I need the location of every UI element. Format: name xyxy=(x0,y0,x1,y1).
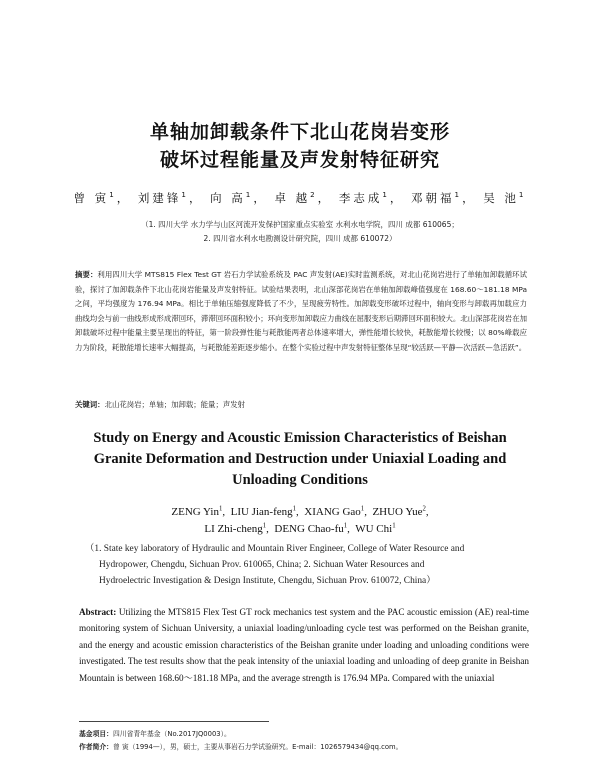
author-affil-mark: 1 xyxy=(454,190,463,200)
author-name: WU Chi xyxy=(355,523,393,535)
chinese-affiliation-line-1: （1. 四川大学 水力学与山区河流开发保护国家重点实验室 水利水电学院，四川 成都 610065； xyxy=(141,220,459,229)
chinese-keywords-text: 北山花岗岩；单轴；加卸载；能量；声发射 xyxy=(104,400,246,409)
english-abstract-label: Abstract: xyxy=(79,607,117,617)
author-affil-mark: 1 xyxy=(360,505,365,513)
footnotes xyxy=(79,728,559,754)
author-affil-mark: 1 xyxy=(262,522,267,530)
author-name: 吴 池 xyxy=(483,191,519,205)
english-authors-line-1: ZENG Yin$^1$, LIU Jian-feng$^1$, XIANG Gao$^1$, ZHUO Yue$^2$, xyxy=(171,505,429,518)
english-abstract xyxy=(79,604,529,686)
english-affiliation-line-2: Hydropower, Chengdu, Sichuan Prov. 610065, China; 2. Sichuan Water Resources and xyxy=(99,560,425,570)
author-affil-mark: 1 xyxy=(518,190,527,200)
english-title-line-2: Granite Deformation and Destruction under Uniaxial Loading and xyxy=(93,451,507,467)
chinese-title-line-2: 破坏过程能量及声发射特征研究 xyxy=(159,149,440,171)
author-name: ZENG Yin xyxy=(171,506,219,518)
author-affil-mark: 1 xyxy=(181,190,189,200)
chinese-abstract-label: 摘要： xyxy=(75,270,98,279)
english-authors-line-2: LI Zhi-cheng$^1$, DENG Chao-$fu^1$, WU Chi$^1$ xyxy=(204,522,396,535)
author-affil-mark: 1 xyxy=(382,190,390,200)
author-name: LI Zhi-cheng xyxy=(204,523,263,535)
chinese-keywords-label: 关键词： xyxy=(75,400,105,409)
english-abstract-text: Utilizing the MTS815 Flex Test GT rock mechanics test system and the PAC acoustic emission (AE) real-time monitoring system of Sichuan University, a uniaxial loading/unloading cycle test was performed on the Beishan granite, and the energy and acoustic emission characteristics of the Beishan granite under loading and unloading conditions were investigated. The test results show that the peak intensity of the uniaxial loading and unloading of deep granite in Beishan Mountain is between 168.60～181.18 MPa, and the average strength is 176.94 MPa. Compared with the uniaxial xyxy=(79,607,530,683)
chinese-affiliation-line-2: 2. 四川省水利水电勘测设计研究院，四川 成都 610072） xyxy=(203,234,397,243)
chinese-affiliations xyxy=(0,218,600,246)
author-affil-mark: 2 xyxy=(310,190,318,200)
author-bio-label: 作者简介： xyxy=(79,743,113,751)
fund-text: 四川省青年基金（No.2017JQ0003）。 xyxy=(112,730,231,738)
author-name: 卓 越 xyxy=(274,191,311,205)
author-name: 刘建锋 xyxy=(137,191,182,205)
chinese-abstract xyxy=(75,268,527,356)
author-name: 李志成 xyxy=(338,191,383,205)
chinese-title-line-1: 单轴加卸载条件下北山花岗岩变形 xyxy=(149,121,450,143)
english-affiliations xyxy=(85,541,545,589)
fund-label: 基金项目： xyxy=(79,730,113,738)
author-bio-text: 曾 寅（1994—），男，硕士，主要从事岩石力学试验研究。E-mail：1026579434@qq.com。 xyxy=(112,743,403,751)
author-affil-mark: 1 xyxy=(392,522,396,530)
author-name: 曾 寅 xyxy=(73,191,110,205)
english-title xyxy=(40,428,560,491)
author-affil-mark: 1 xyxy=(109,190,117,200)
author-name: ZHUO Yue xyxy=(372,506,423,518)
english-title-line-3: Unloading Conditions xyxy=(232,472,368,488)
chinese-keywords xyxy=(75,399,527,410)
english-title-line-1: Study on Energy and Acoustic Emission Characteristics of Beishan xyxy=(93,430,507,446)
footnote-divider xyxy=(79,721,269,722)
author-name: XIANG Gao xyxy=(304,506,361,518)
author-affil-mark: 1 xyxy=(292,505,297,513)
author-bio-footnote xyxy=(79,741,559,754)
author-affil-mark: 1 xyxy=(245,190,254,200)
chinese-authors: 曾 寅$^1$， 刘建锋$^1$， 向 高$^1$， 卓 越$^2$， 李志成$^1$， 邓朝福$^1$， 吴 池$^1$ xyxy=(73,190,527,205)
author-affil-mark: 1 xyxy=(218,505,223,513)
english-affiliation-line-1: （1. State key laboratory of Hydraulic and Mountain River Engineer, College of Water Resource and xyxy=(85,544,465,554)
author-affil-mark: 2 xyxy=(422,505,426,513)
author-name: 向 高 xyxy=(210,191,246,205)
author-name: 邓朝福 xyxy=(411,191,455,205)
author-name: LIU Jian-feng xyxy=(230,506,293,518)
chinese-title xyxy=(0,118,600,174)
chinese-abstract-text: 利用四川大学 MTS815 Flex Test GT 岩石力学试验系统及 PAC 声发射(AE)实时监测系统，对北山花岗岩进行了单轴加卸载循环试验，探讨了加卸载条件下北山花岗岩能量及声发射特征。试验结果表明，北山深部花岗岩在单轴加卸载峰值强度在 168.60～181.18 MPa 之间，平均强度为 176.94 MPa。相比于单轴压缩强度降低了不少，呈现疲劳特性。加卸载变形破坏过程中，轴向变形与卸载再加载应力曲线均会与前一曲线形成形成滞回环，滞滞回环面积较小；环向变形加卸载应力曲线在屈服变形后期滞回环面积较大。北山深部花岗岩在加卸载破坏过程中能量主要呈现出的特征，第一阶段弹性能与耗散能两者总体速率增大，弹性能增长较快，耗散能增长较慢；以 80%峰载应力为阶段，耗散能增长速率大幅提高，与耗散能差距逐步缩小。在整个实验过程中声发射特征整体呈现“较活跃—平静—次活跃—急活跃”。 xyxy=(75,270,527,352)
author-name: DENG Chao-fu xyxy=(274,523,344,535)
english-affiliation-line-3: Hydroelectric Investigation & Design Institute, Chengdu, Sichuan Prov. 610072, China） xyxy=(99,576,436,586)
fund-footnote xyxy=(79,728,559,741)
english-authors xyxy=(0,504,600,538)
author-affil-mark: 1 xyxy=(343,522,348,530)
